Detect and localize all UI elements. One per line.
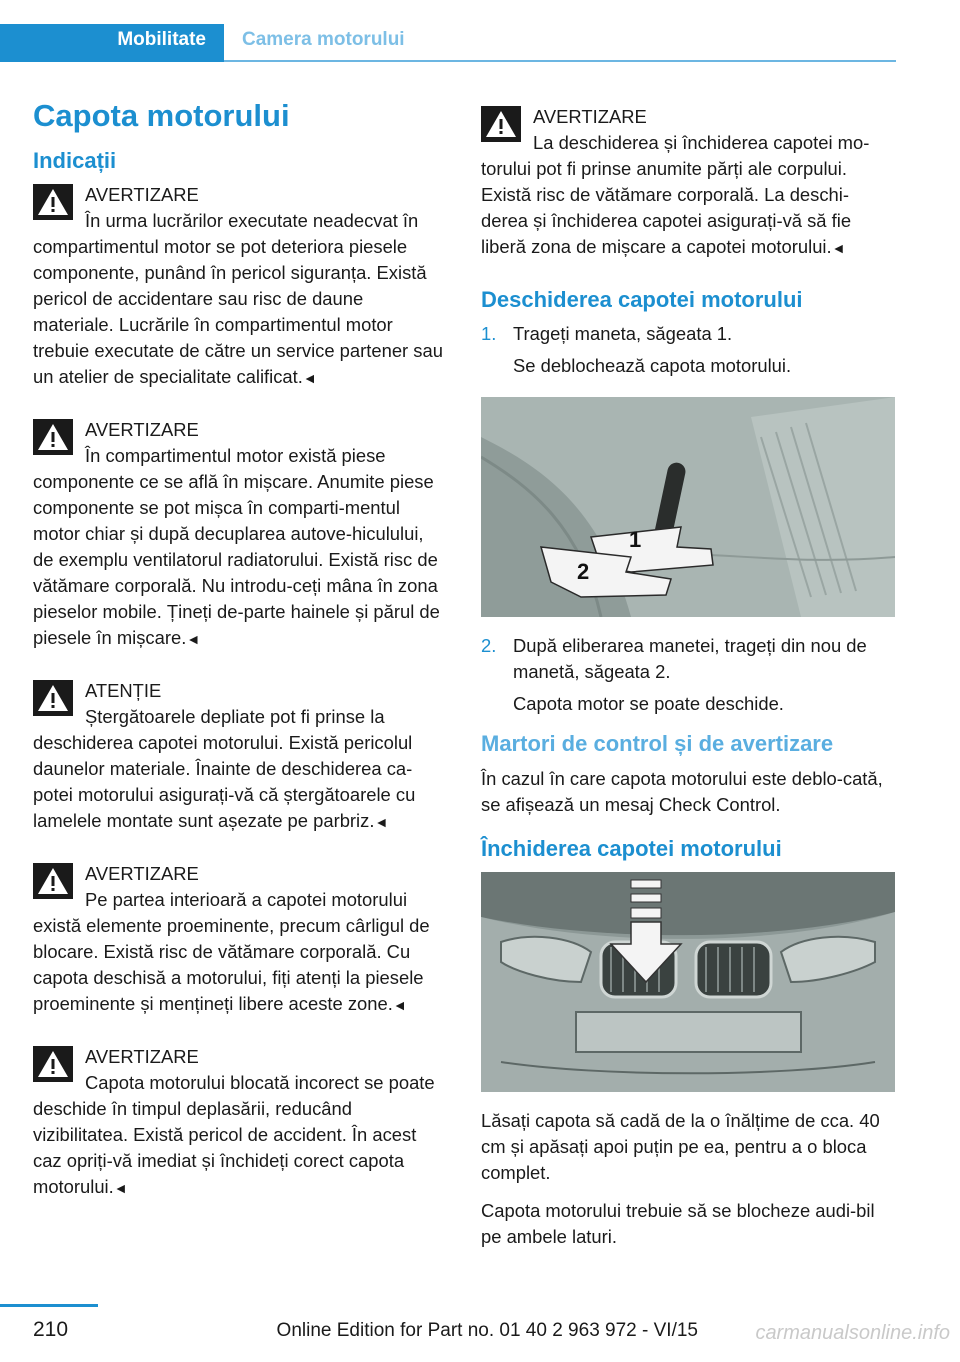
step-number: 2. [481,635,497,657]
end-mark: ◄ [374,814,389,831]
warning-label: AVERTIZARE [85,184,199,206]
indicators-text: În cazul în care capota motorului este deblo‐cată, se afișează un mesaj Check Control. [481,767,883,815]
warning-block [33,417,447,652]
step-text: După eliberarea manetei, trageți din nou de manetă, săgeata 2. [513,635,867,683]
header-chapter-tab[interactable]: Camera motorului [242,29,405,50]
section-heading-indicators: Martori de control și de avertizare [481,731,834,757]
warning-triangle-icon [33,680,73,716]
warning-triangle-icon [481,106,521,142]
edition-text: Online Edition for Part no. 01 40 2 963 972 - VI/15 [276,1320,698,1341]
section-heading-closing: Închiderea capotei motorului [481,835,782,861]
step-item [481,633,895,717]
warning-label: AVERTIZARE [85,419,199,441]
arrow-label-1: 1 [629,527,642,553]
warning-triangle-icon [33,419,73,455]
warning-text: Capota motorului blocată incorect se poate deschide în timpul deplasării, reducând vizibilitatea. Există pericol de accident. În acest caz opriți-vă imediat și închideți corect capota motorului. [33,1072,435,1198]
header-section-tab[interactable]: Mobilitate [0,24,224,62]
step-number: 1. [481,323,497,345]
closing-text-2: Capota motorului trebuie să se blocheze audi‐bil pe ambele laturi. [481,1200,875,1248]
warning-text: În compartimentul motor există piese componente ce se află în mișcare. Anumite piese componente se pot mișca în comparti‐mentul motor chiar și după decuplarea autove‐hiculului, de exemplu ventilatorul radiatorului. Există risc de vătămare corporală. Nu introdu‐ceți mâna în zona pieselor mobile. Țineți de‐parte hainele și părul de piesele în mișcare. [33,445,440,649]
closing-text-1: Lăsați capota să cadă de la o înălțime de cca. 40 cm și apăsați apoi puțin pe ea, pentru a o bloca complet. [481,1110,880,1184]
warning-triangle-icon [33,184,73,220]
hood-closing-illustration [481,872,895,1092]
section-heading-indicatii: Indicații [33,147,117,173]
caution-text: Ștergătoarele depliate pot fi prinse la deschiderea capotei motorului. Există pericolul daunelor materiale. Înainte de deschiderea ca‐potei motorului asigurați-vă că ștergătoarele cu lamelele montate sunt așezate pe parbriz. [33,706,416,832]
end-mark: ◄ [113,1180,128,1197]
warning-block [33,1044,447,1201]
arrow-label-2: 2 [577,559,590,585]
end-mark: ◄ [392,997,407,1014]
warning-label: AVERTIZARE [85,863,199,885]
warning-text: La deschiderea și închiderea capotei mo‐torului pot fi prinse anumite părți ale corpului. Există risc de vătămare corporală. La deschi‐derea și închiderea capotei asigurați-vă să fie liberă zona de mișcare a capotei motorului. [481,132,870,257]
step-item [481,321,895,379]
page-title: Capota motorului [33,98,290,133]
left-column [33,98,447,1227]
watermark: carmanualsonline.info [755,1322,950,1344]
step-result: Capota motor se poate deschide. [513,693,784,715]
warning-text: Pe partea interioară a capotei motorului există elemente proeminente, precum cârligul de blocare. Există risc de vătămare corporală. Cu capota deschisă a motorului, fiți atenți la piesele proeminente și mențineți libere aceste zone. [33,889,430,1015]
hood-release-lever-illustration [481,397,895,617]
header-rule [224,60,896,62]
end-mark: ◄ [831,240,846,256]
section-heading-opening: Deschiderea capotei motorului [481,287,803,312]
caution-block [33,678,447,835]
warning-triangle-icon [33,863,73,899]
warning-text: În urma lucrărilor executate neadecvat în compartimentul motor se pot deteriora piesele componente, punând în pericol siguranța. Există pericol de accidentare sau risc de daune materiale. Lucrările în compartimentul motor trebuie executate de către un service partener sau un atelier de specialitate calificat. [33,210,443,388]
end-mark: ◄ [302,370,317,387]
footer-rule [0,1304,98,1307]
opening-steps-continued [481,633,895,717]
warning-label: AVERTIZARE [533,106,647,127]
step-result: Se deblochează capota motorului. [513,355,792,377]
warning-block [33,182,447,391]
warning-triangle-icon [33,1046,73,1082]
page-number: 210 [33,1318,69,1341]
right-column [481,104,895,1262]
warning-block [481,104,895,261]
caution-label: ATENȚIE [85,680,162,702]
warning-block [33,861,447,1018]
step-text: Trageți maneta, săgeata 1. [513,323,733,345]
opening-steps [481,321,895,379]
end-mark: ◄ [186,631,201,648]
warning-label: AVERTIZARE [85,1046,199,1068]
